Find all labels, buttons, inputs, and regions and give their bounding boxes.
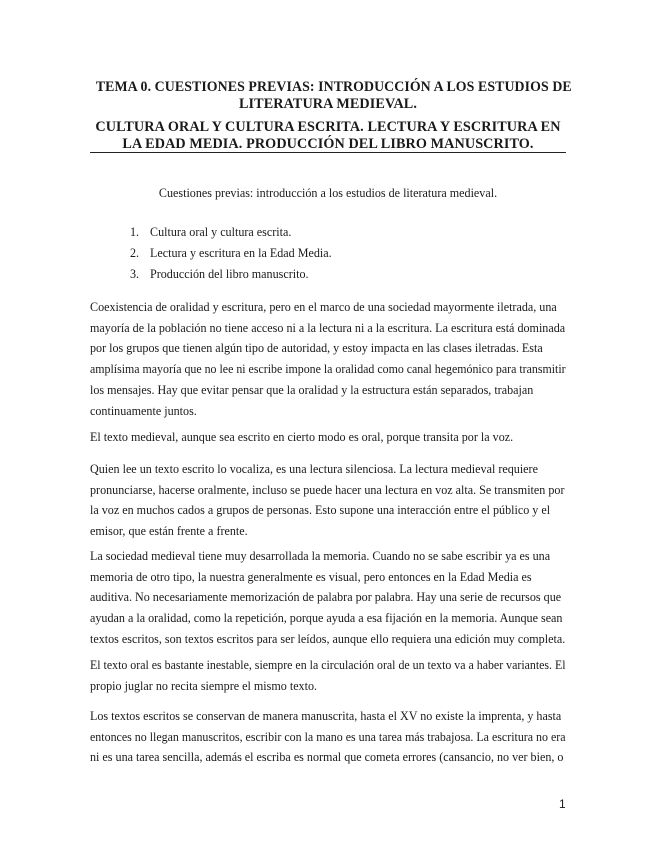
paragraph-line: continuamente juntos. [90,403,197,418]
title-underline [90,152,566,153]
list-item-number: 2. [130,246,140,260]
paragraph-line: mayoría de la población no tiene acceso ni a la lectura ni a la escritura. La escritura está dominada [90,320,566,335]
paragraph-line: El texto oral es bastante inestable, siempre en la circulación oral de un texto va a haber variantes. El [90,658,566,672]
paragraph-memoria [90,546,566,650]
list-item-text: Lectura y escritura en la Edad Media. [150,246,332,260]
paragraph-line: textos escritos, son textos escritos para ser leídos, aunque ello requiera una edición muy completa. [90,631,566,646]
list-item [130,267,332,288]
main-title [90,79,572,113]
paragraph-oralidad [90,297,566,421]
paragraph-line: emisor, que están frente a frente. [90,524,248,539]
paragraph-line: El texto medieval, aunque sea escrito en cierto modo es oral, porque transita por la voz. [90,430,514,444]
intro-line: Cuestiones previas: introducción a los estudios de literatura medieval. [158,186,498,200]
paragraph-manuscritos [90,706,566,768]
main-title-line-2: LITERATURA MEDIEVAL. [238,96,418,112]
paragraph-line: La sociedad medieval tiene muy desarrollada la memoria. Cuando no se sabe escribir ya es una [90,549,551,563]
sub-title [90,119,566,153]
paragraph-texto-medieval [90,427,566,448]
paragraph-line: entonces no llegan manuscritos, escribir con la mano es una tarea más trabajosa. La escritura no era [90,729,566,744]
paragraph-line: Los textos escritos se conservan de manera manuscrita, hasta el XV no existe la imprenta, y hasta [90,709,562,723]
list-item-number: 3. [130,267,140,281]
paragraph-texto-oral [90,655,566,696]
paragraph-lectura [90,459,566,542]
paragraph-line: Quien lee un texto escrito lo vocaliza, es una lectura silenciosa. La lectura medieval requiere [90,462,538,476]
paragraph-line: la voz en muchos cados a grupos de personas. Esto supone una interacción entre el público y el [90,503,551,518]
sub-title-line-1: CULTURA ORAL Y CULTURA ESCRITA. LECTURA Y ESCRITURA EN [95,119,561,135]
topic-list [130,225,332,288]
list-item-text: Cultura oral y cultura escrita. [150,225,292,239]
paragraph-line: por los grupos que tienen algún tipo de autoridad, y estoy impacta en las clases iletradas. Esta [90,341,543,356]
paragraph-line: Coexistencia de oralidad y escritura, pero en el marco de una sociedad mayormente iletrada, una [90,300,557,314]
paragraph-line: pronunciarse, hacerse oralmente, incluso se puede hacer una lectura en voz alta. Se transmiten por [90,482,565,497]
list-item-text: Producción del libro manuscrito. [150,267,309,281]
paragraph-line: los mensajes. Hay que evitar pensar que la oralidad y la estructura están separados, trabajan [90,382,534,397]
list-item [130,225,332,246]
paragraph-line: ni es una tarea sencilla, además el escriba es normal que cometa errores (cansancio, no ver bien, o [90,750,564,765]
paragraph-line: ayudan a la oralidad, como la repetición, porque ayuda a esa fijación en la memoria. Aunque sean [90,611,563,626]
paragraph-line: amplísima mayoría que no lee ni escribe impone la oralidad como canal hegemónico para transmitir [90,362,566,377]
list-item-number: 1. [130,225,140,239]
paragraph-line: auditiva. No necesariamente memorización de palabra por palabra. Hay una serie de recursos que [90,590,562,605]
paragraph-line: propio juglar no recita siempre el mismo texto. [90,678,318,693]
main-title-line-1: TEMA 0. CUESTIONES PREVIAS: INTRODUCCIÓN A LOS ESTUDIOS DE [95,79,572,95]
sub-title-line-2: LA EDAD MEDIA. PRODUCCIÓN DEL LIBRO MANUSCRITO. [122,136,534,152]
paragraph-line: memoria de otro tipo, la nuestra generalmente es visual, pero entonces en la Edad Media es [90,569,532,584]
list-item [130,246,332,267]
page-number: 1 [559,797,566,811]
